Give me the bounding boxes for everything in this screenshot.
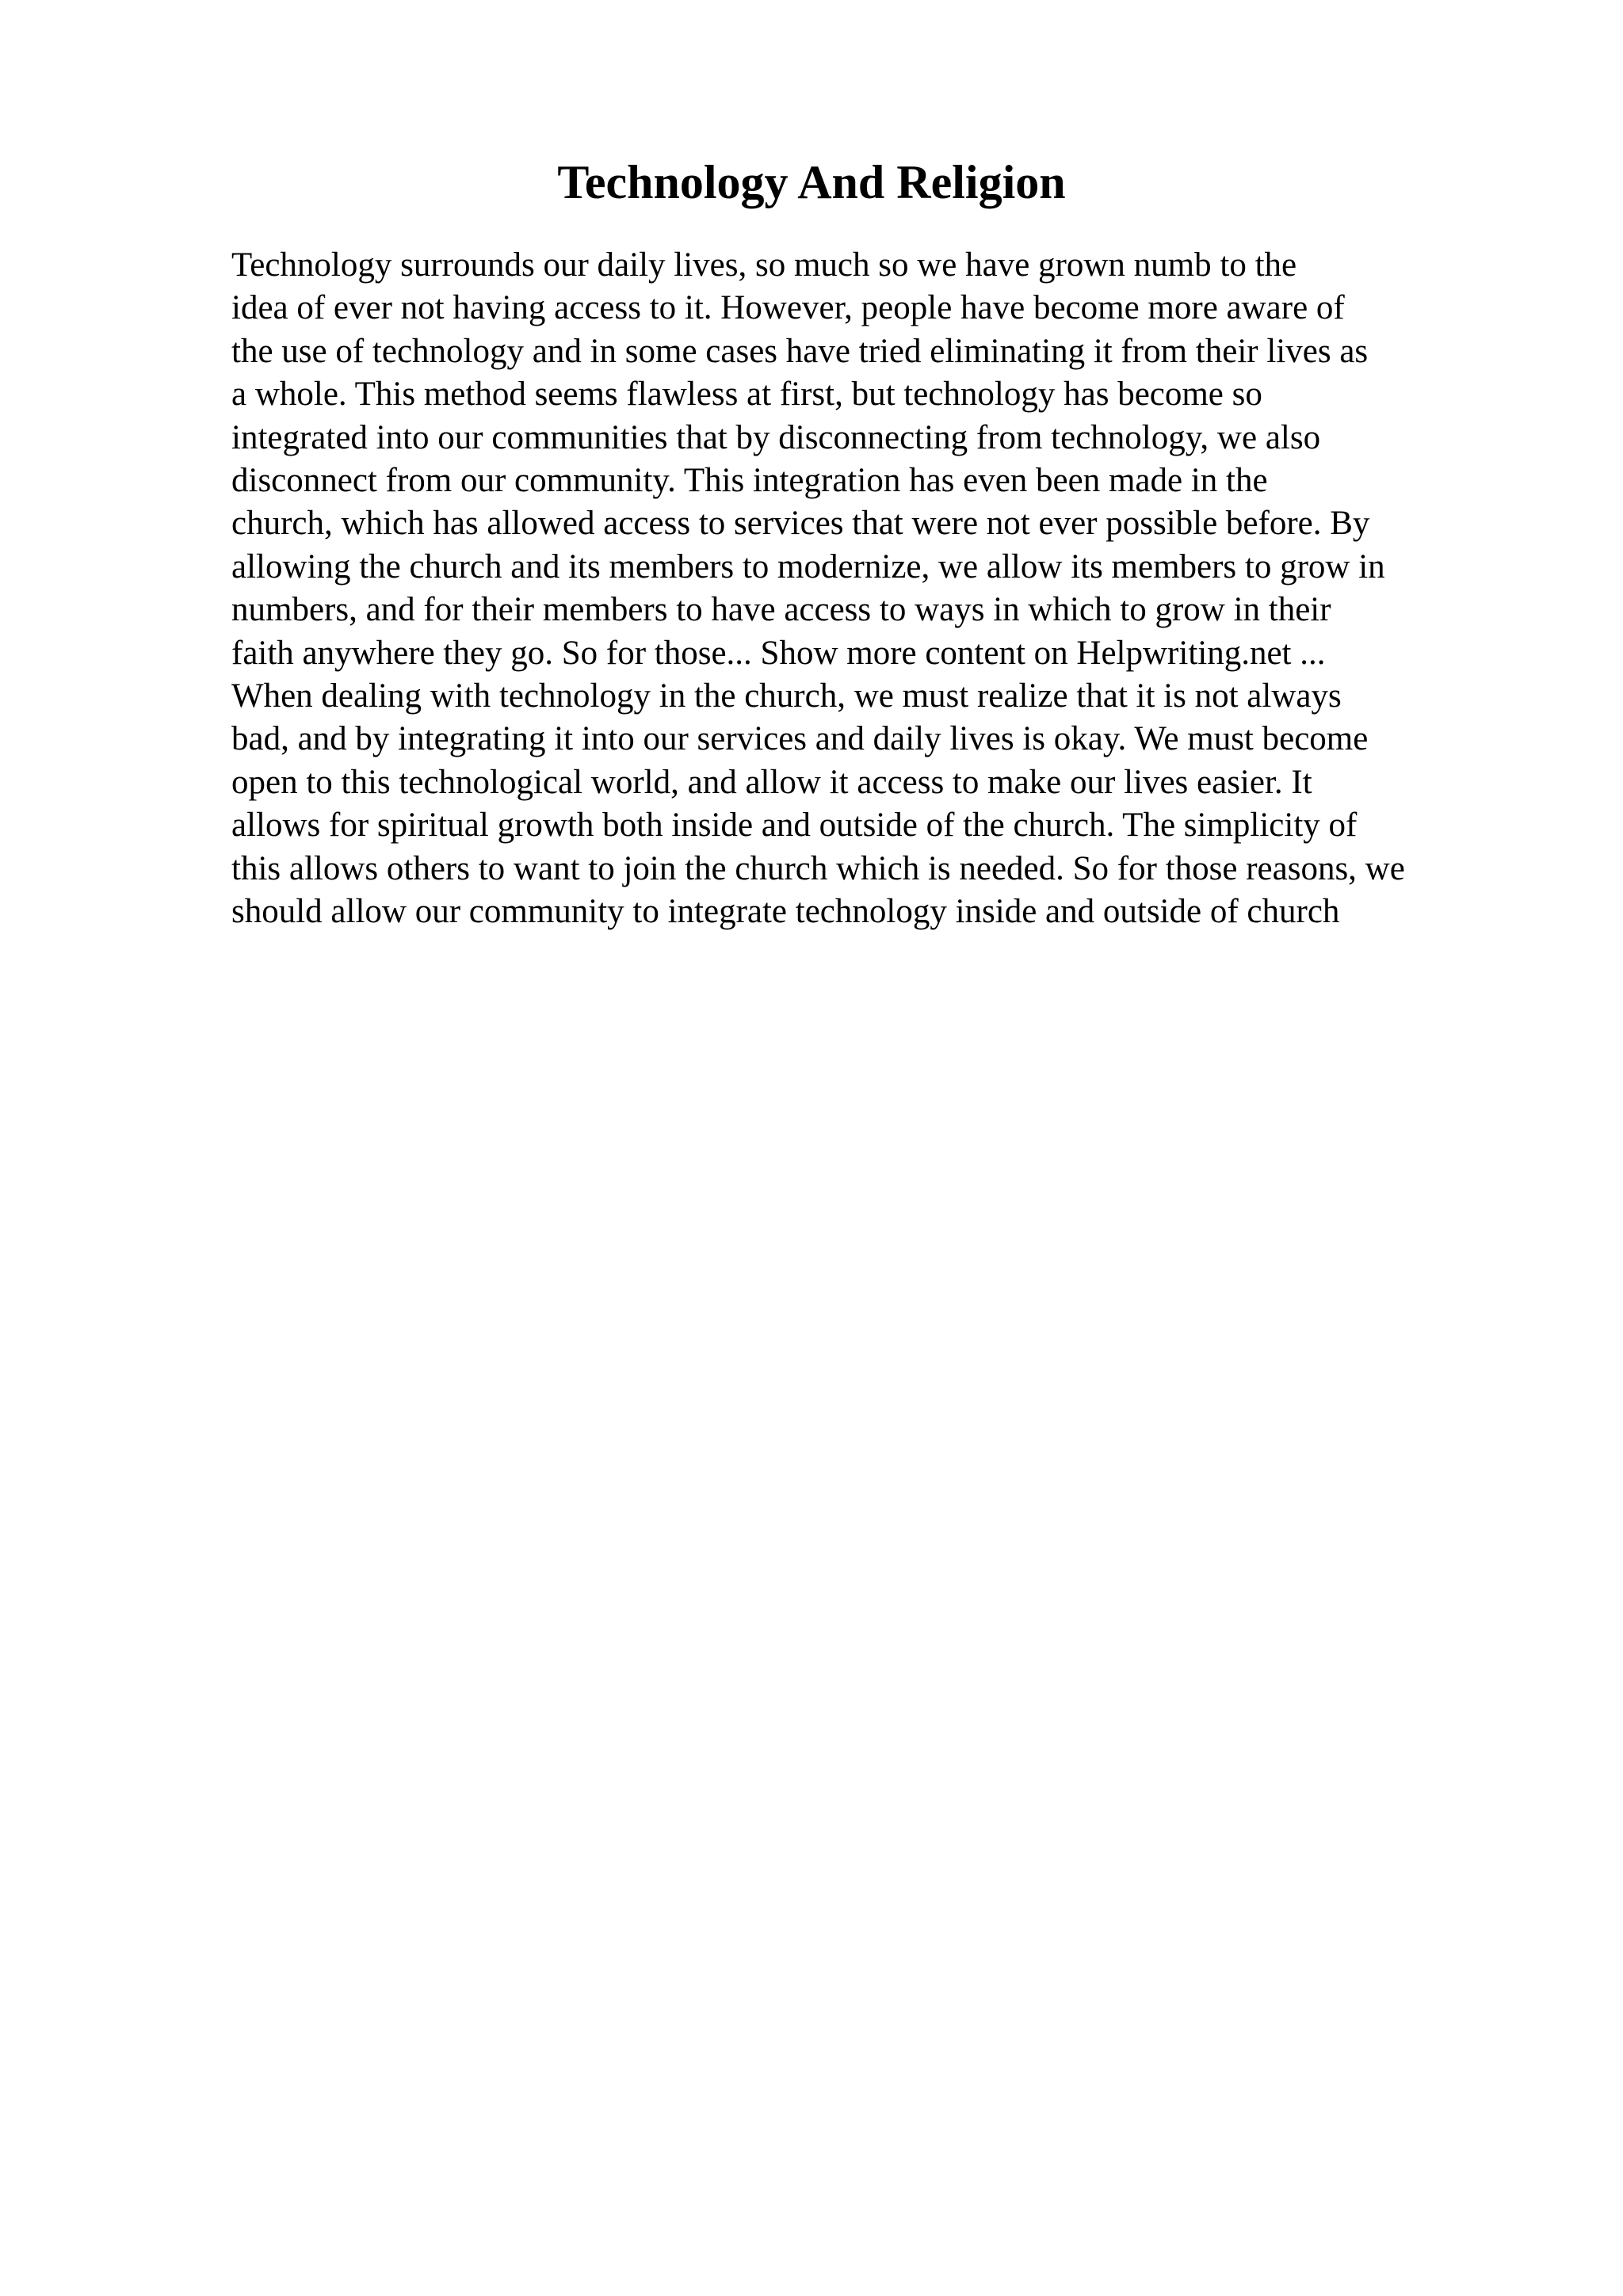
text-line: integrated into our communities that by disconnecting from technology, we also [231,418,1321,456]
text-line: bad, and by integrating it into our services and daily lives is okay. We must become [231,720,1369,758]
text-line: Technology surrounds our daily lives, so much so we have grown numb to the [231,246,1297,284]
text-line: this allows others to want to join the church which is needed. So for those reasons, we [231,849,1405,887]
document-body [231,244,1563,934]
text-line: When dealing with technology in the church, we must realize that it is not always [231,677,1342,715]
document-title: Technology And Religion [557,156,1066,208]
text-line: the use of technology and in some cases have tried eliminating it from their lives as [231,332,1369,370]
text-line: open to this technological world, and allow it access to make our lives easier. It [231,763,1312,801]
text-line: should allow our community to integrate technology inside and outside of church [231,893,1340,931]
text-line: faith anywhere they go. So for those... Show more content on Helpwriting.net ... [231,634,1326,672]
text-line: allowing the church and its members to modernize, we allow its members to grow in [231,547,1385,585]
text-line: numbers, and for their members to have access to ways in which to grow in their [231,591,1331,629]
text-line: church, which has allowed access to services that were not ever possible before. By [231,505,1370,543]
text-line: allows for spiritual growth both inside and outside of the church. The simplicity of [231,807,1358,845]
text-line: a whole. This method seems flawless at first, but technology has become so [231,376,1262,414]
text-line: idea of ever not having access to it. However, people have become more aware of [231,289,1345,327]
text-line: disconnect from our community. This integration has even been made in the [231,462,1268,500]
